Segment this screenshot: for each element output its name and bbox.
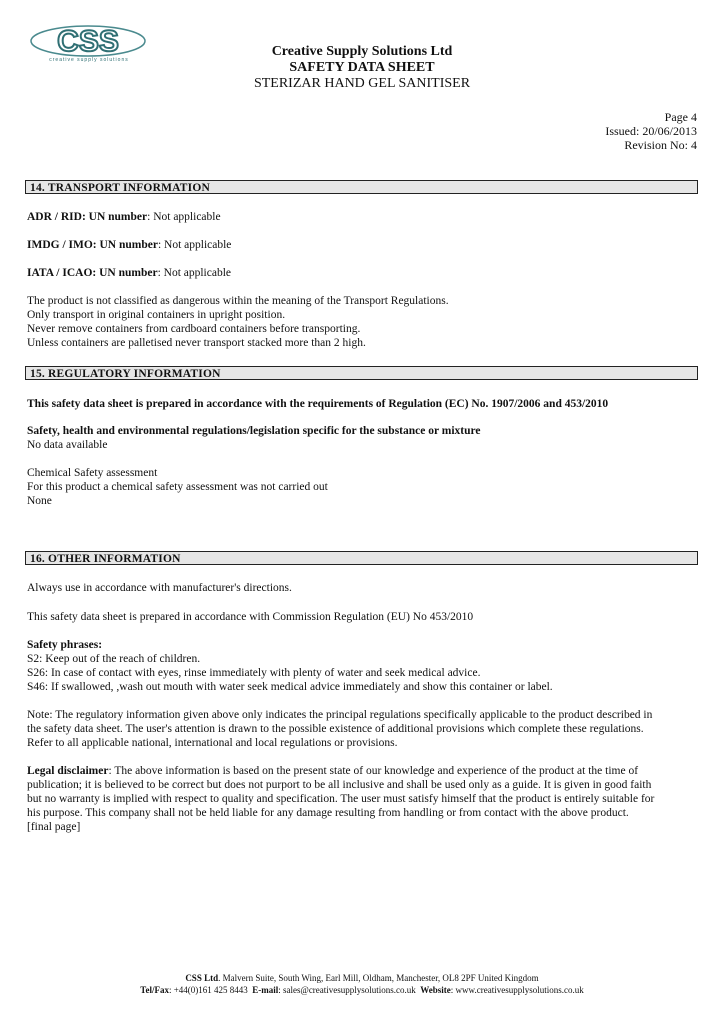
issued-date: Issued: 20/06/2013 bbox=[605, 124, 697, 138]
regulations-block bbox=[27, 424, 699, 452]
prepared-text: This safety data sheet is prepared in accordance with Commission Regulation (EU) No 453/2010 bbox=[27, 611, 474, 623]
footer-address: . Malvern Suite, South Wing, Earl Mill, Oldham, Manchester, OL8 2PF United Kingdom bbox=[218, 973, 539, 983]
legal-text-1: : The above information is based on the present state of our knowledge and experience of the product at the time of bbox=[108, 765, 639, 777]
footer-tel-value: : +44(0)161 425 8443 bbox=[168, 985, 248, 995]
transport-line-1: The product is not classified as dangerous within the meaning of the Transport Regulations. bbox=[27, 295, 449, 307]
footer-email-value[interactable]: : sales@creativesupplysolutions.co.uk bbox=[278, 985, 416, 995]
product-name: STERIZAR HAND GEL SANITISER bbox=[253, 76, 471, 91]
revision-number: Revision No: 4 bbox=[624, 138, 697, 152]
note-line-2: the safety data sheet. The user's attention is drawn to the possible existence of additional provisions which complete these regulations. bbox=[27, 723, 644, 735]
section-16-header: 16. OTHER INFORMATION bbox=[25, 551, 698, 565]
final-page-marker: [final page] bbox=[27, 821, 81, 833]
page-info bbox=[605, 110, 697, 152]
transport-line-4: Unless containers are palletised never transport stacked more than 2 high. bbox=[27, 337, 366, 349]
logo-text: CSS bbox=[57, 25, 119, 58]
footer-address-line bbox=[0, 972, 724, 984]
phrase-s2: S2: Keep out of the reach of children. bbox=[27, 653, 201, 665]
footer-web-value[interactable]: : www.creativesupplysolutions.co.uk bbox=[450, 985, 584, 995]
transport-line-3: Never remove containers from cardboard containers before transporting. bbox=[27, 323, 361, 335]
page-number: Page 4 bbox=[664, 110, 697, 124]
csa-text: For this product a chemical safety assessment was not carried out bbox=[27, 481, 328, 493]
csa-none: None bbox=[27, 495, 52, 507]
always-use-text: Always use in accordance with manufacturer's directions. bbox=[27, 582, 292, 594]
phrase-s26: S26: In case of contact with eyes, rinse immediately with plenty of water and seek medical advice. bbox=[27, 667, 481, 679]
note-block bbox=[27, 708, 699, 750]
footer-company: CSS Ltd bbox=[185, 973, 219, 983]
section-14-header: 14. TRANSPORT INFORMATION bbox=[25, 180, 698, 194]
safety-phrases-block bbox=[27, 638, 699, 694]
legal-disclaimer-block bbox=[27, 764, 699, 834]
document-type: SAFETY DATA SHEET bbox=[289, 60, 435, 75]
page-footer bbox=[0, 972, 724, 996]
footer-email-label: E-mail bbox=[252, 985, 279, 995]
regulations-subheading: Safety, health and environmental regulations/legislation specific for the substance or mixture bbox=[27, 425, 481, 437]
no-data-text: No data available bbox=[27, 439, 108, 451]
iata-label: IATA / ICAO: UN number bbox=[27, 267, 158, 279]
regulation-statement: This safety data sheet is prepared in accordance with the requirements of Regulation (EC) No. 1907/2006 and 453/2010 bbox=[27, 398, 609, 410]
imdg-label: IMDG / IMO: UN number bbox=[27, 239, 158, 251]
company-name: Creative Supply Solutions Ltd bbox=[271, 44, 453, 59]
transport-paragraph bbox=[27, 294, 699, 350]
legal-line-4: his purpose. This company shall not be held liable for any damage resulting from handling or from contact with the above product. bbox=[27, 807, 629, 819]
section-15-header: 15. REGULATORY INFORMATION bbox=[25, 366, 698, 380]
phrase-s46: S46: If swallowed, ,wash out mouth with water seek medical advice immediately and show this container or label. bbox=[27, 681, 553, 693]
transport-line-2: Only transport in original containers in upright position. bbox=[27, 309, 286, 321]
adr-value: : Not applicable bbox=[147, 211, 221, 223]
document-header bbox=[0, 44, 724, 92]
logo-tagline: creative supply solutions bbox=[49, 57, 129, 63]
legal-label: Legal disclaimer bbox=[27, 765, 109, 777]
safety-phrases-heading: Safety phrases: bbox=[27, 639, 103, 651]
note-line-1: Note: The regulatory information given above only indicates the principal regulations specifically applicable to the product described in bbox=[27, 709, 653, 721]
footer-tel-label: Tel/Fax bbox=[140, 985, 169, 995]
footer-web-label: Website bbox=[420, 985, 451, 995]
footer-contact-line bbox=[0, 984, 724, 996]
note-line-3: Refer to all applicable national, international and local regulations or provisions. bbox=[27, 737, 398, 749]
iata-value: : Not applicable bbox=[157, 267, 232, 279]
adr-line bbox=[27, 210, 699, 224]
csa-title: Chemical Safety assessment bbox=[27, 467, 158, 479]
legal-line-3: but no warranty is implied with respect to quality and specification. The user must satisfy himself that the product is entirely suitable for bbox=[27, 793, 655, 805]
imdg-line bbox=[27, 238, 699, 252]
chemical-safety-block bbox=[27, 466, 699, 508]
imdg-value: : Not applicable bbox=[157, 239, 232, 251]
iata-line bbox=[27, 266, 699, 280]
legal-line-2: publication; it is believed to be correct but does not purport to be all inclusive and shall be used only as a guide. It is given in good faith bbox=[27, 779, 652, 791]
adr-label: ADR / RID: UN number bbox=[27, 211, 148, 223]
legal-line-1 bbox=[27, 764, 699, 778]
